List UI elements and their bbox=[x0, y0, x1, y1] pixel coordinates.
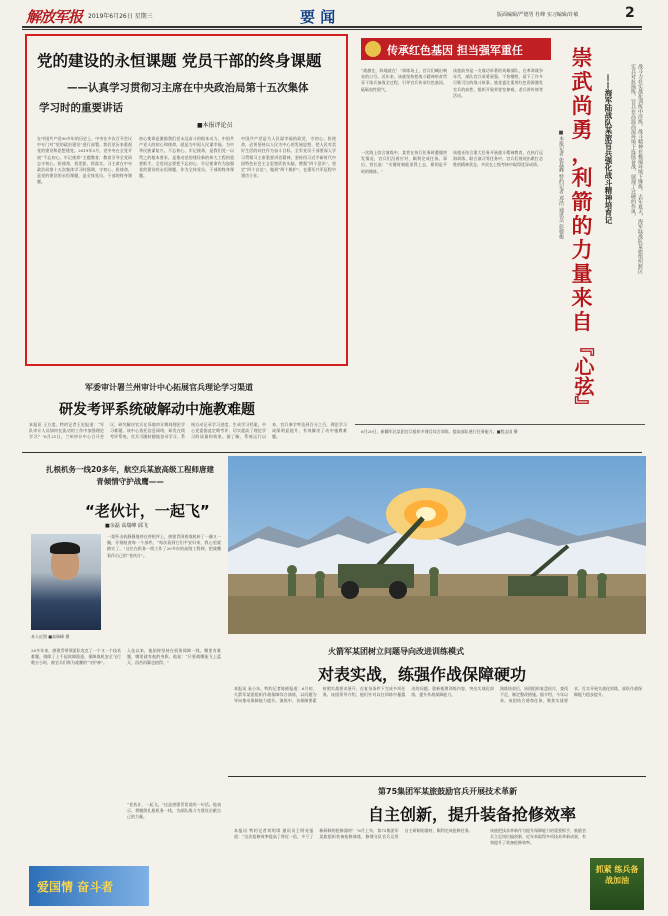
audit-title: 研发考评系统破解动中施教难题 bbox=[59, 402, 255, 418]
title-char: 自 bbox=[571, 310, 593, 334]
mechanic-body-col-4: “老伙计，一起飞。”这是唐建青常说的一句话。他表示，将继续扎根机务一线，为部队战斗力建设贡献自己的力量。 bbox=[127, 802, 221, 820]
rocket-body-col-1: 本报讯 易小东、特约记者陈彬报道：6月初，火箭军某团组织作战保障综合演练，以问题为导向推动保障能力提升。演练中，各保障要素按照实战要求展开，在复杂条件下完成多项任务。该团领导介绍，他们针对以往训练中暴露出的问题，重新梳理训练内容，突出实战化训练，提升作战保障能力。 bbox=[234, 686, 494, 704]
lead-article bbox=[25, 34, 348, 366]
repair-title: 自主创新，提升装备抢修效率 bbox=[368, 805, 577, 824]
rocket-body-col-2: 演练结束后，该团组织复盘检讨，查找不足，制定整改措施。据介绍，今年以来，该团结合使命任务，聚焦实战要求，扎实开展实战化训练，部队作战保障能力稳步提升。 bbox=[500, 686, 642, 704]
lead-subtitle-2: 学习时的重要讲话 bbox=[39, 102, 123, 114]
masthead-rule-thin bbox=[22, 29, 642, 30]
page-number: 2 bbox=[625, 5, 635, 21]
title-char: 力 bbox=[571, 238, 593, 262]
masthead-rule bbox=[22, 26, 642, 28]
mechanic-kicker: 扎根机务一线20多年，航空兵某旅高级工程师唐建青倾情守护战鹰—— bbox=[46, 465, 214, 486]
training-banner bbox=[590, 858, 644, 910]
lead-title: 党的建设的永恒课题 党员干部的终身课题 bbox=[37, 52, 322, 70]
title-char: 崇 bbox=[571, 46, 593, 70]
lead-subtitle: ——认真学习贯彻习主席在中央政治局第十五次集体 bbox=[67, 82, 309, 94]
feature-body-col-1: “战旗在，阵地就在！”训练场上，官兵们喊出响亮的口号。近年来，该旅坚持把战斗精神培育贯穿于练兵备战全过程，引导官兵传承红色基因、砥砺血性胆气。 bbox=[361, 68, 447, 92]
title-char: 勇 bbox=[571, 118, 593, 142]
right-feature bbox=[355, 34, 645, 450]
photo-note-strip bbox=[355, 424, 645, 451]
repair-body-col-2: 该旅把技术革新作为提升保障能力的重要抓手，鼓励官兵立足岗位搞创新，近年来取得多项技术革新成果，有效提升了装备抢修效率。 bbox=[490, 828, 586, 846]
date-line: 2019年6月26日 星期三 bbox=[88, 13, 153, 20]
repair-article bbox=[228, 778, 646, 916]
right-column-text bbox=[590, 636, 646, 637]
feature-title-vertical bbox=[569, 46, 595, 334]
section-divider bbox=[22, 452, 642, 453]
lead-body-col-3: 中国共产党是为人民谋幸福的政党，守初心、担使命，必须坚持以人民为中心的发展思想，把人民对美好生活的向往作为奋斗目标。全军党员干部要深入学习贯彻习主席重要讲话精神，坚持用习近平新时代中国特色社会主义思想武装头脑，增强“四个意识”、坚定“四个自信”、做到“两个维护”，在强军兴军征程中建功立业。 bbox=[241, 136, 336, 179]
title-char: 箭 bbox=[571, 190, 593, 214]
lead-body-col-1: 在中国共产党90多年的历史上，中央在多次召开会议中专门对“党的政治建设”进行部署。我们党历来重视党的建设和思想建党。2019年5月，党中央在全党开展“不忘初心、牢记使命”主题教育，教育引导全党同志守初心、担使命，找差距、抓落实。习主席在中央政治局第十五次集体学习时强调，守初心、担使命，是党的建设的永恒课题，是全体党员、干部的终身课题。 bbox=[37, 136, 132, 185]
feature-body-col-3: 一次海上综合演练中，某营在执行任务时遭遇突发情况，官兵们沉着应对，顺利完成任务。事后，营长说：“关键时刻能顶得上去，靠的是平时的锤炼。” bbox=[361, 150, 447, 174]
repair-body-col-1: 本报讯 特约记者刘明琪 通讯员王明亮报道：“这次抢修效率提高了将近一倍，多亏了新研制的抢修器材！”6月上旬，第75集团军某旅组织装备抢修演练，修理分队官兵运用自主研制的器材，顺利完成抢修任务。 bbox=[234, 828, 473, 840]
mechanic-title: “老伙计，一起飞” bbox=[85, 502, 210, 520]
feature-bylines: ■本报记者 张磊峰 特约记者 邓浩 通讯员 彭德俊 bbox=[558, 130, 564, 239]
banner-text: 传承红色基因 担当强军重任 bbox=[387, 44, 523, 57]
editors-line: 版面编辑/严德男 杜峰 实习编辑/许敏 bbox=[497, 12, 579, 18]
lead-body-col-2: 初心使命是激励我们党永远奋斗的根本动力。中国共产党人的初心和使命，就是为中国人民谋幸福，为中华民族谋复兴。不忘初心、牢记使命，是我们党一以贯之的根本要求，是推动党的建设新的伟大工程的重要抓手。全党同志要把不忘初心、牢记使命作为加强党的建设的永恒课题，作为全体党员、干部的终身课题。 bbox=[139, 136, 234, 179]
rocket-article bbox=[228, 636, 646, 776]
feature-subtitle: ——海军陆战队某旅官兵强化战斗精神培育记 bbox=[604, 74, 613, 224]
title-char: 武 bbox=[571, 70, 593, 94]
patriot-banner-text: 爱国情 奋斗者 bbox=[37, 880, 114, 894]
artillery-photo bbox=[228, 456, 646, 634]
artillery-scene bbox=[228, 456, 646, 634]
mechanic-article bbox=[25, 456, 225, 916]
audit-body: 本报讯 王方度、特约记者王宏报道：“军队审计人员如何在流动的工作中加强理论学习？”6月21日，兰州审计中心召开会议，研究解决官兵在异地审计期间理论学习难题。该中心依托信息网络，研发在线考评系统，官兵可随时随地登录学习，系统自动记录学习进度、生成学习档案，中心党委据此定期考评，切实提高了理论学习的质量和效果。据了解，系统运行以来，官兵参学率达到百分之百，理论学习成绩明显提升，有效解决了动中施教难题。 bbox=[29, 422, 347, 440]
section-title: 要 闻 bbox=[300, 8, 336, 26]
newspaper-logo: 解放军报 bbox=[26, 8, 83, 26]
rocket-kicker: 火箭军某团树立问题导向改进训练模式 bbox=[328, 647, 464, 656]
photo-note-text: 6月20日，新疆军区某团官兵组织多课目综合训练，提高部队遂行任务能力。■程志国 摄 bbox=[361, 429, 518, 434]
mechanic-body-col-1: 一架歼击机静静地停在停机坪上，唐建青围着战机转了一圈又一圈，仔细检查每一个部件。“每次看到它们平安归来，我心里就踏实了。”这位在机务一线工作了20多年的高级工程师，把战鹰看作自己的“老伙计”。 bbox=[107, 534, 221, 558]
mechanic-byline: ■余磊 高瑞峰 邱飞 bbox=[105, 523, 148, 529]
title-char: 量 bbox=[571, 262, 593, 286]
rocket-title: 对表实战，练强作战保障硬功 bbox=[318, 665, 527, 684]
audit-kicker: 军委审计署兰州审计中心拓展官兵理论学习渠道 bbox=[85, 383, 253, 392]
title-char: ， bbox=[571, 142, 593, 166]
story5-top-rule bbox=[228, 776, 646, 777]
feature-lead: 战斗力在实战化训练中淬炼，战斗精神在极端环境下锤炼。去年夏天，海军陆战队某旅组织跨区实兵对抗演练，官兵在高温高湿环境下连续奋战，展现了过硬的作风。 bbox=[630, 64, 643, 274]
repair-kicker: 第75集团军某旅鼓励官兵开展技术革新 bbox=[378, 787, 518, 796]
training-banner-text: 抓紧 练兵备战加油 bbox=[595, 865, 639, 885]
title-char: 的 bbox=[571, 214, 593, 238]
audit-article bbox=[25, 370, 350, 450]
feature-body-col-2: 该旅前身是一支战功卓著的英雄部队，在革命战争年代，部队官兵英勇顽强、不怕牺牲，留下了许多可歌可泣的战斗故事。旅党委注重用红色资源激发官兵的血性，组织开展荣誉室参观、老兵讲传统等活动。 bbox=[453, 68, 543, 98]
feature-title-quote: 『心弦』 bbox=[571, 336, 595, 416]
title-char: 尚 bbox=[571, 94, 593, 118]
feature-body-col-4: 该旅还结合重大任务开展战斗精神教育，在执行远海训练、联合演习等任务中，官兵们展现出敢打必胜的精神状态，多次在上级考核中取得优异成绩。 bbox=[453, 150, 543, 168]
title-char: 来 bbox=[571, 286, 593, 310]
title-char: 利 bbox=[571, 166, 593, 190]
mechanic-body-col-2: 20多年来，唐建青带领团队攻克了一个又一个技术难题，排除了上千起故障隐患，保障战机安全飞行数万小时，被官兵们称为战鹰的“守护神”。 bbox=[31, 648, 121, 666]
mechanic-body-col-3: 入伍以来，他始终坚持在机务保障一线，哪里有难题，哪里就有他的身影。他说：“只要战鹰能飞上蓝天，再苦再累也值得。” bbox=[127, 648, 221, 666]
masthead bbox=[0, 0, 668, 36]
portrait-caption: 本人近照 ■高瑞峰 摄 bbox=[31, 634, 70, 639]
lead-byline: ■本报评论员 bbox=[197, 122, 233, 129]
portrait-hair bbox=[50, 542, 80, 554]
red-gene-banner bbox=[361, 38, 551, 60]
party-emblem-icon bbox=[365, 41, 381, 57]
patriot-banner bbox=[29, 866, 149, 906]
portrait-photo bbox=[31, 534, 101, 630]
